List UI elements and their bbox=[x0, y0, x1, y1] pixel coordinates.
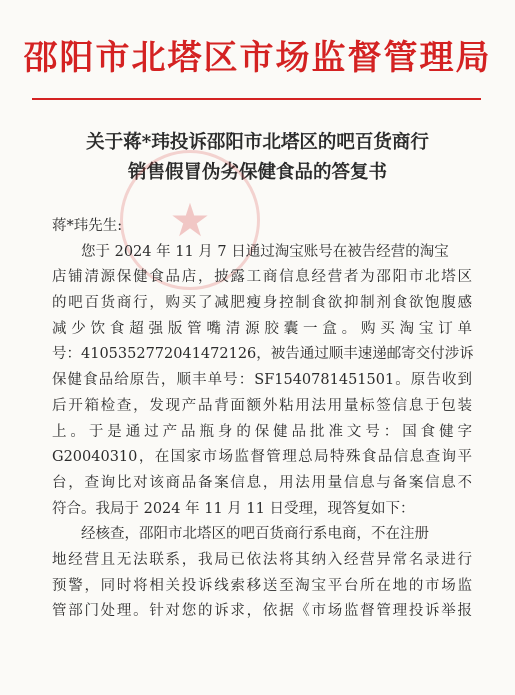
body-line: 上。于是通过产品瓶身的保健品批准文号：国食健字 bbox=[52, 423, 472, 440]
red-divider-line bbox=[32, 98, 481, 100]
document-title-line-2: 销售假冒伪劣保健食品的答复书 bbox=[127, 162, 387, 183]
body-line: 预警，同时将相关投诉线索移送至淘宝平台所在地的市场监 bbox=[52, 577, 472, 594]
body-line: 台，查询比对该商品备案信息，用法用量信息与备案信息不 bbox=[52, 474, 472, 491]
seal-star-icon: ★ bbox=[169, 193, 211, 247]
body-line: 号：4105352772041472126，被告通过顺丰速递邮寄交付涉诉 bbox=[52, 346, 474, 363]
body-line: 保健食品给原告，顺丰单号：SF1540781451501。原告收到 bbox=[52, 372, 472, 389]
body-line: 地经营且无法联系，我局已依法将其纳入经营异常名录进行 bbox=[52, 551, 472, 568]
body-line: 您于 2024 年 11 月 7 日通过淘宝账号在被告经营的淘宝 bbox=[81, 243, 449, 260]
body-line: 后开箱检查，发现产品背面额外粘用法用量标签信息于包装 bbox=[52, 397, 472, 414]
body-line: 管部门处理。针对您的诉求，依据《市场监督管理投诉举报 bbox=[52, 603, 472, 620]
agency-header: 邵阳市北塔区市场监督管理局 bbox=[23, 38, 492, 78]
body-line: 减少饮食超强版管嘴清源胶囊一盒。购买淘宝订单 bbox=[52, 320, 472, 337]
body-line: 经核查，邵阳市北塔区的吧百货商行系电商，不在注册 bbox=[81, 526, 429, 543]
document-body bbox=[52, 214, 472, 625]
salutation: 蒋*玮先生: bbox=[52, 218, 123, 234]
document-title bbox=[0, 128, 515, 188]
document-title-line-1: 关于蒋*玮投诉邵阳市北塔区的吧百货商行 bbox=[86, 132, 429, 153]
body-line: 店铺清源保健食品店，披露工商信息经营者为邵阳市北塔区 bbox=[52, 269, 472, 286]
body-line: G20040310，在国家市场监督管理总局特殊食品信息查询平 bbox=[52, 449, 472, 466]
body-line: 的吧百货商行，购买了减肥瘦身控制食欲抑制剂食欲饱腹感 bbox=[52, 295, 472, 312]
body-line: 符合。我局于 2024 年 11 月 11 日受理，现答复如下： bbox=[52, 500, 415, 517]
